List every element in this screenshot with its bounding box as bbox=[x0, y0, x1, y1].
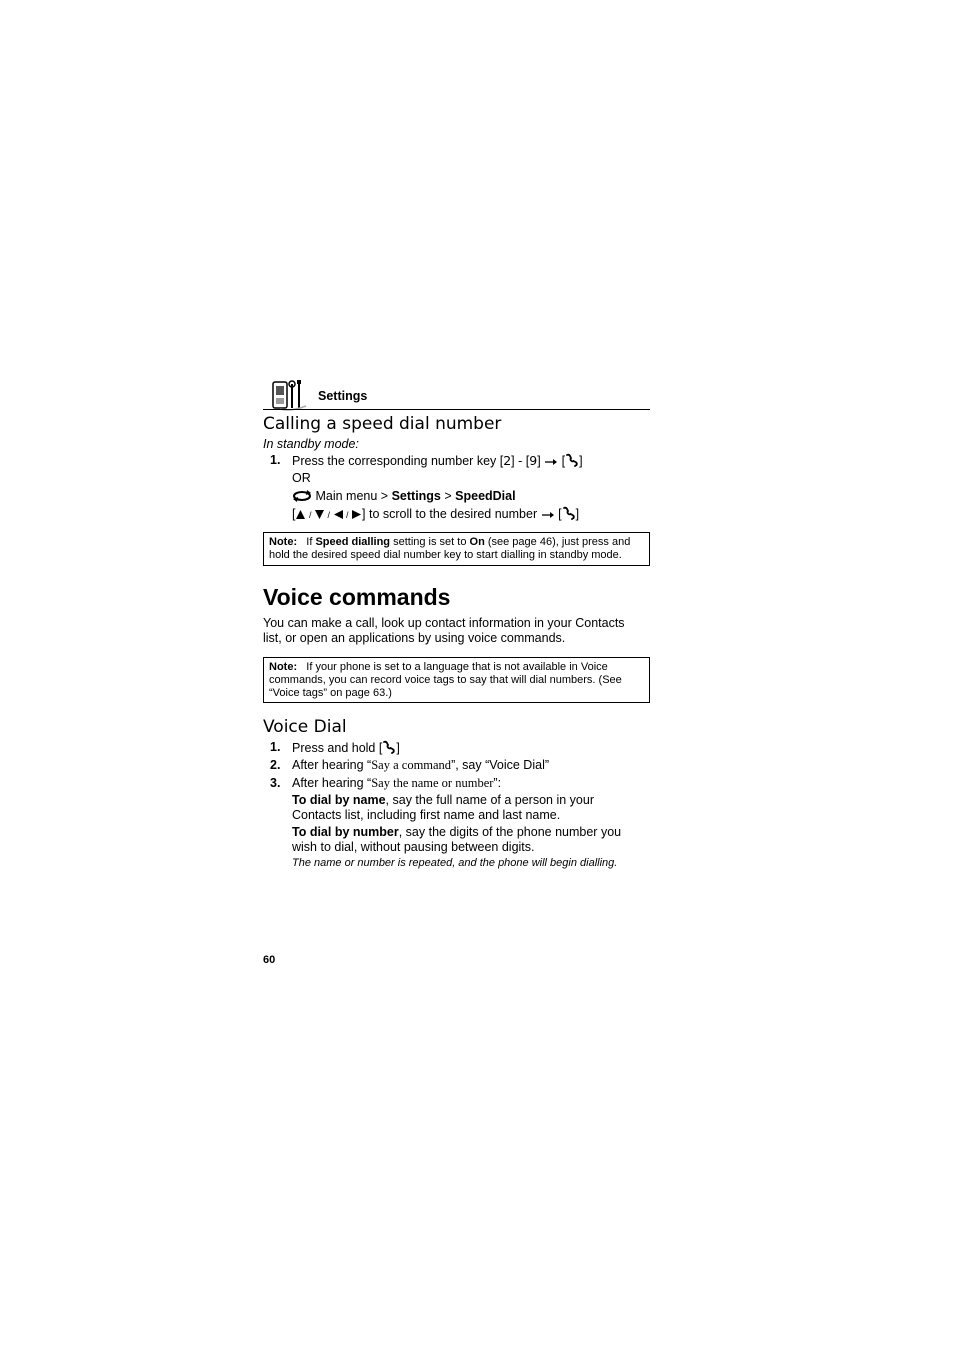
menu-path: Main menu > Settings > SpeedDial bbox=[292, 489, 516, 504]
dial-by-name-line1: To dial by name, say the full name of a person in your bbox=[292, 793, 594, 807]
section-title: Settings bbox=[318, 389, 368, 403]
standby-mode-label: In standby mode: bbox=[263, 437, 359, 451]
speed-dial-heading: Calling a speed dial number bbox=[263, 414, 502, 434]
arrow-right-icon bbox=[541, 510, 555, 520]
dialling-result-note: The name or number is repeated, and the phone will begin dialling. bbox=[292, 857, 618, 869]
dial-by-number-line1: To dial by number, say the digits of the phone number you bbox=[292, 825, 622, 839]
step-number: 2. bbox=[270, 758, 281, 772]
step-number: 1. bbox=[270, 453, 281, 467]
header-divider bbox=[263, 409, 650, 410]
step-number: 3. bbox=[270, 776, 281, 790]
call-key-icon bbox=[382, 740, 396, 754]
voice-commands-note: Note: If your phone is set to a language that is not available in Voice commands, you can record voice tags to say that will dial numbers. (See “Voice tags” on page 63.) bbox=[263, 657, 650, 703]
call-key-icon bbox=[565, 453, 579, 467]
voice-step1: Press and hold [ ] bbox=[292, 741, 400, 755]
voice-step2: After hearing “Say a command”, say “Voice Dial” bbox=[292, 758, 550, 772]
key-2: 2 bbox=[503, 453, 512, 468]
voice-intro-line2: list, or open an applications by using voice commands. bbox=[263, 631, 566, 645]
nav-down-icon bbox=[314, 509, 325, 520]
step-number: 1. bbox=[270, 740, 281, 754]
phone-settings-icon bbox=[270, 378, 308, 412]
dial-by-name-line2: Contacts list, including first name and last name. bbox=[292, 808, 561, 822]
menu-key-icon bbox=[292, 490, 312, 502]
key-9: 9 bbox=[529, 453, 538, 468]
voice-commands-heading: Voice commands bbox=[263, 584, 451, 610]
nav-up-icon bbox=[295, 509, 306, 520]
nav-left-icon bbox=[333, 509, 344, 520]
voice-dial-heading: Voice Dial bbox=[263, 717, 347, 737]
voice-step3: After hearing “Say the name or number”: bbox=[292, 776, 502, 790]
call-key-icon bbox=[562, 506, 576, 520]
or-label: OR bbox=[292, 471, 311, 485]
page-number: 60 bbox=[263, 954, 276, 966]
voice-intro-line1: You can make a call, look up contact information in your Contacts bbox=[263, 616, 625, 630]
nav-right-icon bbox=[351, 509, 362, 520]
step1-text: Press the corresponding number key [2] - [9] [ ] bbox=[292, 453, 583, 468]
arrow-right-icon bbox=[544, 457, 558, 467]
dial-by-number-line2: wish to dial, without pausing between digits. bbox=[292, 840, 535, 854]
navigation-instruction: [ / / / ] to scroll to the desired number [ ] bbox=[292, 507, 580, 521]
speed-dial-note: Note: If Speed dialling setting is set to On (see page 46), just press and hold the desired speed dial number key to start dialling in standby mode. bbox=[263, 532, 650, 566]
